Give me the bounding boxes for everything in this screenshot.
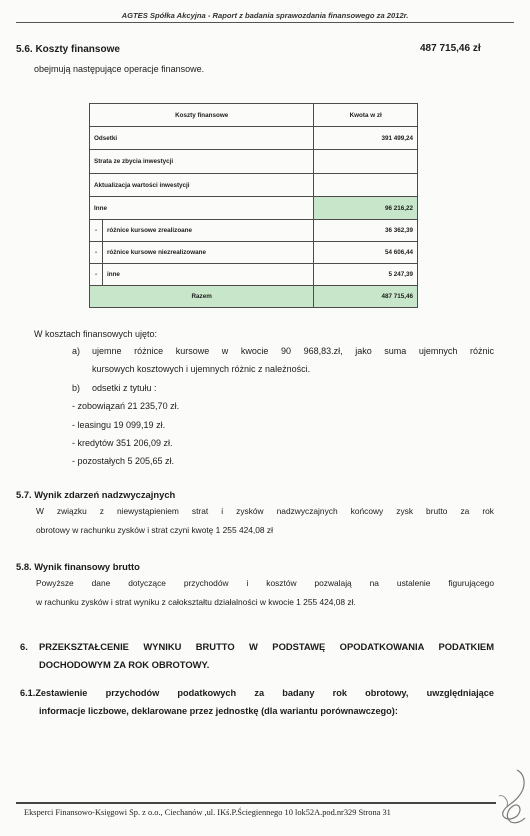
signature-icon	[495, 766, 529, 826]
financial-costs-table	[89, 103, 418, 308]
row-value: 54 606,44	[314, 242, 418, 264]
table-row	[90, 127, 418, 150]
section-5-7-title: 5.7. Wynik zdarzeń nadzwyczajnych	[16, 489, 176, 500]
row-label: Inne	[90, 197, 314, 220]
costs-list-item: - kredytów 351 206,09 zł.	[72, 438, 173, 448]
row-dash: -	[90, 242, 103, 264]
section-5-6-amount: 487 715,46 zł	[420, 43, 481, 54]
section-5-8-title: 5.8. Wynik finansowy brutto	[16, 561, 140, 572]
header-rule	[16, 22, 514, 23]
costs-b-text: odsetki z tytułu :	[92, 383, 157, 393]
total-value: 487 715,46	[314, 286, 418, 308]
row-dash: -	[90, 264, 103, 286]
row-value: 96 216,22	[314, 197, 418, 220]
row-value	[314, 174, 418, 197]
table-row	[90, 174, 418, 197]
section-5-6-title: 5.6. Koszty finansowe	[16, 44, 120, 55]
row-label: Strata ze zbycia inwestycji	[90, 150, 314, 174]
table-row	[90, 242, 418, 264]
row-dash: -	[90, 220, 103, 242]
costs-list-item: - zobowiązań 21 235,70 zł.	[72, 401, 180, 411]
section-5-7-line1: W związku z niewystąpieniem strat i zysków nadzwyczajnych końcowy zysk brutto za rok	[36, 506, 494, 516]
page-header: AGTES Spółka Akcyjna - Raport z badania sprawozdania finansowego za 2012r.	[121, 11, 409, 20]
section-6-1-line2: informacje liczbowe, deklarowane przez jednostkę (dla wariantu porównawczego):	[39, 706, 398, 716]
table-row	[90, 264, 418, 286]
total-label: Razem	[90, 286, 314, 308]
row-label: Odsetki	[90, 127, 314, 150]
section-5-8-line2: w rachunku zysków i strat wyniku z całokształtu działalności w kwocie 1 255 424,08 zł.	[36, 597, 356, 607]
costs-list-item: - leasingu 19 099,19 zł.	[72, 420, 166, 430]
costs-b-marker: b)	[72, 383, 81, 393]
table-header-amount: Kwota w zł	[314, 104, 418, 127]
row-label: inne	[102, 264, 313, 286]
row-value: 5 247,39	[314, 264, 418, 286]
table-row	[90, 220, 418, 242]
page-footer: Eksperci Finansowo-Księgowi Sp. z o.o., Ciechanów ,ul. IKś.P.Ściegiennego 10 lok52A.pod.nr329 Strona 31	[24, 808, 391, 817]
section-6-1-line1: 6.1.Zestawienie przychodów podatkowych za badany rok obrotowy, uwzględniające	[20, 688, 494, 698]
costs-a-line1: ujemne różnice kursowe w kwocie 90 968,83.zł, jako suma ujemnych różnic	[92, 346, 494, 356]
footer-rule	[16, 802, 496, 804]
costs-a-line2: kursowych kosztowych i ujemnych różnic z należności.	[92, 364, 311, 374]
section-5-7-line2: obrotowy w rachunku zysków i strat czyni kwotę 1 255 424,08 zł	[36, 525, 273, 535]
table-total-row	[90, 286, 418, 308]
table-header-label: Koszty finansowe	[90, 104, 314, 127]
row-value: 36 362,39	[314, 220, 418, 242]
row-label: różnice kursowe zrealizoane	[102, 220, 313, 242]
costs-intro: W kosztach finansowych ujęto:	[34, 329, 158, 339]
section-6-line1: PRZEKSZTAŁCENIE WYNIKU BRUTTO W PODSTAWĘ OPODATKOWANIA PODATKIEM	[39, 641, 494, 652]
table-row	[90, 197, 418, 220]
row-value: 391 499,24	[314, 127, 418, 150]
row-label: różnice kursowe niezrealizowane	[102, 242, 313, 264]
costs-list-item: - pozostałych 5 205,65 zł.	[72, 456, 175, 466]
row-value	[314, 150, 418, 174]
section-5-6-intro: obejmują następujące operacje finansowe.	[34, 64, 205, 74]
section-6-number: 6.	[20, 641, 28, 652]
table-row	[90, 150, 418, 174]
section-6-line2: DOCHODOWYM ZA ROK OBROTOWY.	[39, 659, 210, 670]
costs-a-marker: a)	[72, 346, 81, 356]
row-label: Aktualizacja wartości inwestycji	[90, 174, 314, 197]
section-5-8-line1: Powyższe dane dotyczące przychodów i kosztów pozwalają na ustalenie figurującego	[36, 578, 494, 588]
